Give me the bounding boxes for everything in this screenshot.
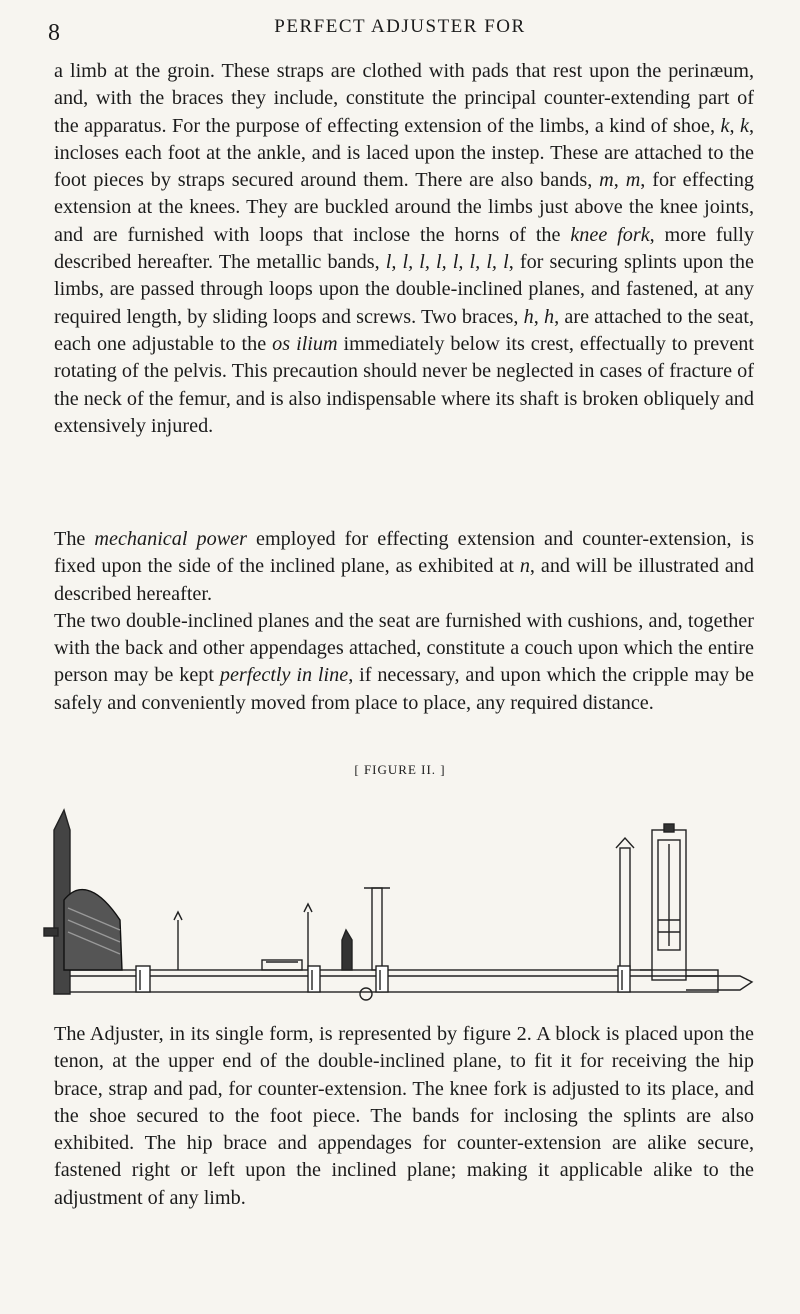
text-block-middle [54, 526, 754, 717]
loop-block [308, 966, 320, 992]
foot-piece-tip [616, 838, 634, 848]
screw-wheel [360, 988, 372, 1000]
seat-cushion [64, 890, 122, 970]
tenon-block [342, 930, 352, 970]
paragraph-mechanical-power: The mechanical power employed for effecting extension and counter-extension, is fixed upon the side of the inclined plane, as exhibited at n, and will be illustrated and described hereafter. [54, 528, 754, 605]
text-block-top [54, 58, 754, 440]
running-head: PERFECT ADJUSTER FOR [274, 16, 526, 37]
loop-block [618, 966, 630, 992]
knee-fork-tip [304, 904, 312, 912]
page-number: 8 [48, 20, 60, 46]
loop-block [136, 966, 150, 992]
upright-post [372, 888, 382, 970]
screw-head [664, 824, 674, 832]
loop-block [376, 966, 388, 992]
paragraph-adjuster-single-form: The Adjuster, in its single form, is represented by figure 2. A block is placed upon the tenon, at the upper end of the double-inclined plane, to fit it for receiving the hip brace, strap and pad, for counter-extension. The knee fork is adjusted to its place, and the shoe secured to the foot piece. The bands for inclosing the splints are also exhibited. The hip brace and appendages for counter-extension are alike secure, fastened right or left upon the inclined plane; making it applicable alike to the adjustment of any limb. [54, 1023, 754, 1209]
figure-adjuster-illustration [40, 780, 800, 1010]
adjuster-engraving [40, 780, 800, 1010]
end-curve [686, 976, 752, 990]
side-bracket [44, 928, 58, 936]
paragraph-straps-and-bands: a limb at the groin. These straps are clothed with pads that rest upon the perinæum, and, with the braces they include, constitute the principal counter-extending part of the apparatus. For the purpose of effecting extension of the limbs, a kind of shoe, k, k, incloses each foot at the ankle, and is laced upon the instep. These are attached to the foot pieces by straps secured around them. There are also bands, m, m, for effecting extension at the knees. They are buckled around the limbs just above the knee joints, and are furnished with loops that inclose the horns of the knee fork, more fully described hereafter. The metallic bands, l, l, l, l, l, l, l, l, for securing splints upon the limbs, are passed through loops upon the double-inclined planes, and fastened, at any required length, by sliding loops and screws. Two braces, h, h, are attached to the seat, each one adjustable to the os ilium immediately below its crest, effectually to prevent rotating of the pelvis. This precaution should never be neglected in cases of fracture of the neck of the femur, and is also indispensable where its shaft is broken obliquely and extensively injured. [54, 60, 755, 437]
text-block-bottom [54, 1021, 754, 1212]
hip-brace-tip [174, 912, 182, 920]
paragraph-couch: The two double-inclined planes and the seat are furnished with cushions, and, together with the back and other appendages attached, constitute a couch upon which the entire person may be kept perfectly in line, if necessary, and upon which the cripple may be safely and conveniently moved from place to place, any required distance. [54, 609, 755, 714]
figure-caption: [ FIGURE II. ] [354, 762, 446, 777]
foot-piece-post [620, 848, 630, 970]
